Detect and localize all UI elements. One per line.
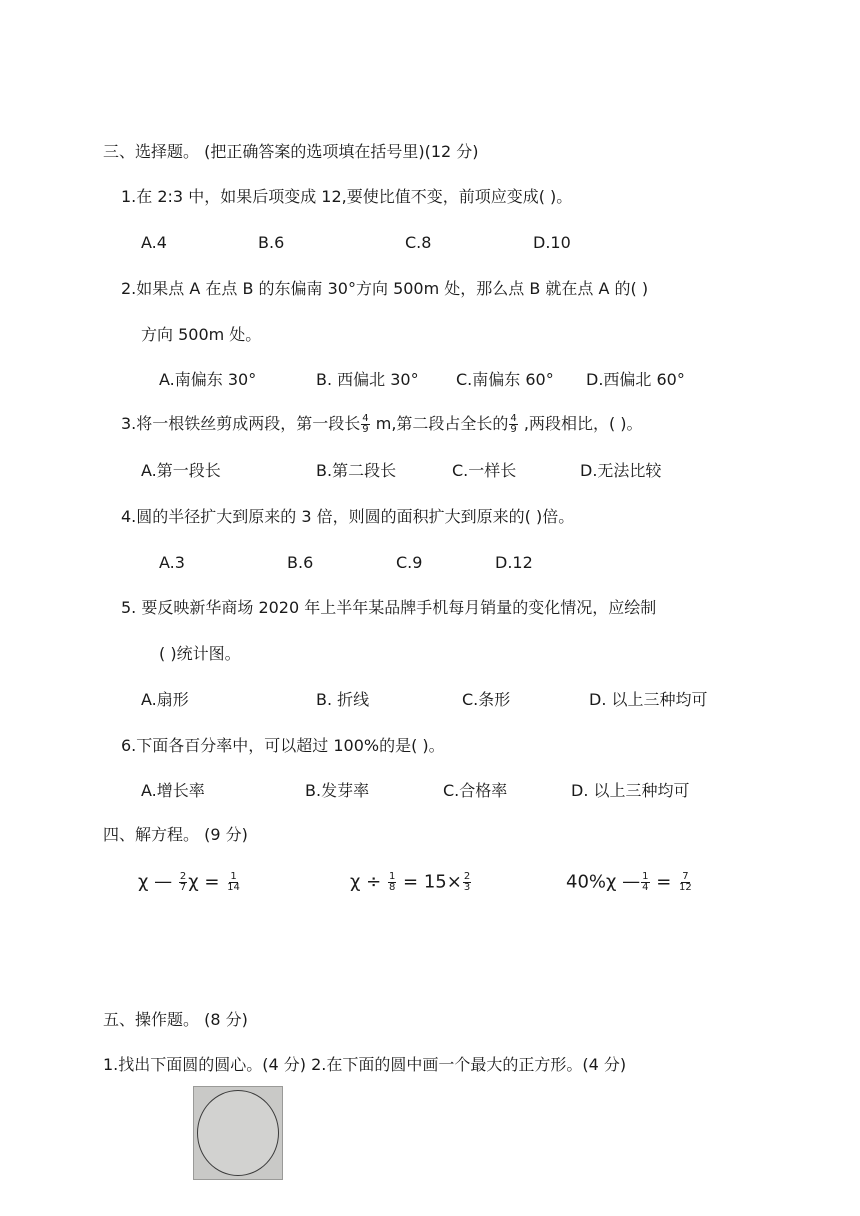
eq3-fraction-2 — [678, 872, 693, 893]
q4-option-a: A.3 — [159, 553, 185, 572]
eq2-frac2-denominator: 3 — [463, 882, 471, 893]
eq3-frac2-denominator: 12 — [679, 882, 692, 893]
eq2-part1: χ ÷ — [350, 871, 387, 893]
q3-option-d: D.无法比较 — [580, 461, 662, 480]
q6-stem: 6.下面各百分率中，可以超过 100%的是( )。 — [121, 736, 445, 755]
eq1-part1: χ — — [138, 871, 178, 893]
eq1-part2: χ = — [188, 871, 226, 893]
q2-option-d: D.西偏北 60° — [586, 370, 685, 389]
eq3-frac2-numerator: 7 — [682, 871, 689, 882]
q1-option-c: C.8 — [405, 233, 432, 252]
q2-stem: 2.如果点 A 在点 B 的东偏南 30°方向 500m 处，那么点 B 就在点 A 的( ) — [121, 279, 649, 298]
eq3-part2: = — [650, 871, 678, 893]
q1-option-a: A.4 — [141, 233, 167, 252]
q3-stem-part2: m,第二段占全长的 — [370, 414, 509, 433]
q5-option-a: A.扇形 — [141, 690, 189, 709]
q6-option-d: D. 以上三种均可 — [571, 781, 690, 800]
q6-option-b: B.发芽率 — [305, 781, 370, 800]
circle-photo — [193, 1086, 283, 1180]
eq1-fraction-2 — [226, 872, 241, 893]
equation-3 — [566, 872, 694, 893]
q2-option-b: B. 西偏北 30° — [316, 370, 419, 389]
eq1-frac2-denominator: 14 — [227, 882, 240, 893]
eq2-part2: = 15× — [397, 871, 462, 893]
section5-title: 五、操作题。 (8 分) — [103, 1010, 248, 1029]
eq3-frac1-numerator: 1 — [642, 871, 649, 882]
q3-fraction-2 — [509, 414, 517, 435]
q3-option-c: C.一样长 — [452, 461, 517, 480]
circle-drawing — [197, 1090, 279, 1176]
q2-stem-cont: 方向 500m 处。 — [141, 325, 262, 344]
q3-fraction-1-numerator: 4 — [362, 413, 369, 424]
q3-fraction-1-denominator: 9 — [362, 424, 369, 435]
q3-option-b: B.第二段长 — [316, 461, 397, 480]
q5-stem: 5. 要反映新华商场 2020 年上半年某品牌手机每月销量的变化情况，应绘制 — [121, 598, 657, 617]
q3-stem-part3: ,两段相比，( )。 — [518, 414, 643, 433]
q5-option-b: B. 折线 — [316, 690, 370, 709]
q3-fraction-2-numerator: 4 — [510, 413, 517, 424]
q4-option-b: B.6 — [287, 553, 314, 572]
q1-option-b: B.6 — [258, 233, 285, 252]
eq3-fraction-1 — [641, 872, 649, 893]
eq2-fraction-2 — [463, 872, 471, 893]
section5-question: 1.找出下面圆的圆心。(4 分) 2.在下面的圆中画一个最大的正方形。(4 分) — [103, 1055, 627, 1074]
equation-2 — [350, 872, 472, 893]
eq1-frac1-denominator: 7 — [179, 882, 187, 893]
section3-title: 三、选择题。 (把正确答案的选项填在括号里)(12 分) — [103, 142, 479, 161]
q6-option-a: A.增长率 — [141, 781, 205, 800]
eq3-part1: 40%χ — — [566, 871, 641, 893]
q6-option-c: C.合格率 — [443, 781, 508, 800]
q4-option-c: C.9 — [396, 553, 423, 572]
q5-option-c: C.条形 — [462, 690, 511, 709]
eq2-frac2-numerator: 2 — [463, 871, 471, 882]
q2-option-c: C.南偏东 60° — [456, 370, 554, 389]
q5-option-d: D. 以上三种均可 — [589, 690, 708, 709]
eq2-fraction-1 — [388, 872, 396, 893]
q3-stem-part1: 3.将一根铁丝剪成两段，第一段长 — [121, 414, 361, 433]
q4-stem: 4.圆的半径扩大到原来的 3 倍，则圆的面积扩大到原来的( )倍。 — [121, 507, 575, 526]
q2-option-a: A.南偏东 30° — [159, 370, 257, 389]
q3-fraction-1 — [361, 414, 369, 435]
q3-stem — [121, 414, 643, 435]
eq3-frac1-denominator: 4 — [642, 882, 649, 893]
eq2-frac1-denominator: 8 — [388, 882, 396, 893]
q5-stem-cont: ( )统计图。 — [159, 644, 241, 663]
eq1-frac2-numerator: 1 — [230, 871, 237, 882]
q3-fraction-2-denominator: 9 — [510, 424, 517, 435]
q4-option-d: D.12 — [495, 553, 533, 572]
eq1-frac1-numerator: 2 — [179, 871, 187, 882]
section4-title: 四、解方程。 (9 分) — [103, 825, 248, 844]
eq1-fraction-1 — [179, 872, 187, 893]
equation-1 — [138, 872, 242, 893]
eq2-frac1-numerator: 1 — [388, 871, 396, 882]
q3-option-a: A.第一段长 — [141, 461, 221, 480]
q1-option-d: D.10 — [533, 233, 571, 252]
q1-stem: 1.在 2:3 中，如果后项变成 12,要使比值不变，前项应变成( )。 — [121, 187, 573, 206]
